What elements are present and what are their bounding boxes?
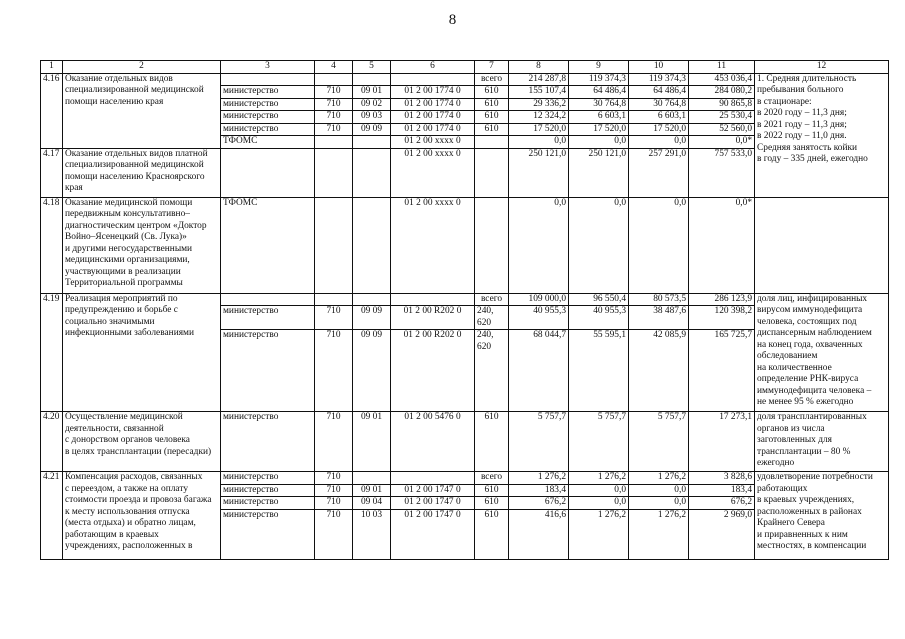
cell-value-year1: 250 121,0 [509,148,569,197]
cell-target-code: 01 2 00 1774 0 [391,98,475,111]
page-number: 8 [448,12,457,28]
cell-expense-type: 240, 620 [475,330,509,412]
cell-grbs: 710 [315,123,353,136]
header-cell: 9 [569,61,629,74]
cell-target-code: 01 2 00 xxxx 0 [391,197,475,293]
cell-grbs: 710 [315,86,353,99]
cell-section: 09 01 [353,484,391,497]
row-number: 4.17 [41,148,63,197]
row-number: 4.19 [41,293,63,412]
cell-value-year3: 0,0 [629,484,689,497]
cell-grbs: 710 [315,497,353,510]
header-cell: 12 [755,61,889,74]
table-row [41,197,889,293]
cell-section: 09 02 [353,98,391,111]
cell-value-year1: 0,0 [509,197,569,293]
cell-value-year1: 1 276,2 [509,472,569,485]
cell-value-year3: 0,0 [629,497,689,510]
cell-value-total: 25 530,4 [689,111,755,124]
cell-value-year1: 40 955,3 [509,306,569,330]
cell-value-year1: 5 757,7 [509,412,569,472]
header-cell: 5 [353,61,391,74]
cell-recipient: министерство [221,472,315,485]
cell-value-year2: 1 276,2 [569,472,629,485]
cell-expense-type: 610 [475,111,509,124]
cell-value-year3: 38 487,6 [629,306,689,330]
cell-value-year1: 68 044,7 [509,330,569,412]
cell-recipient: министерство [221,484,315,497]
cell-recipient: министерство [221,497,315,510]
cell-grbs: 710 [315,306,353,330]
cell-value-year2: 40 955,3 [569,306,629,330]
cell-value-year3: 1 276,2 [629,509,689,559]
cell-value-year2: 0,0 [569,136,629,149]
cell-value-total: 0,0* [689,197,755,293]
cell-recipient: министерство [221,306,315,330]
cell-value-year3: 1 276,2 [629,472,689,485]
cell-section: 09 01 [353,86,391,99]
cell-value-year3: 6 603,1 [629,111,689,124]
row-number: 4.20 [41,412,63,472]
row-name: Оказание отдельных видов платной специализированной медицинской помощи населению Красноярского края [63,148,221,197]
row-name: Компенсация расходов, связанных с переездом, а также на оплату стоимости проезда и провоза багажа к месту использования отпуска (места отдыха) и обратно лицам, работающим в краевых учреждениях, расположенных в [63,472,221,560]
cell-recipient [221,148,315,197]
cell-value-total: 757 533,0 [689,148,755,197]
header-cell: 10 [629,61,689,74]
cell-value-year3: 257 291,0 [629,148,689,197]
cell-target-code: 01 2 00 1747 0 [391,509,475,559]
cell-value-year3: 42 085,9 [629,330,689,412]
cell-section: 09 09 [353,306,391,330]
cell-target-code [391,293,475,306]
cell-expense-type [475,197,509,293]
cell-value-year1: 214 287,8 [509,73,569,86]
cell-section: 09 04 [353,497,391,510]
cell-value-total: 90 865,8 [689,98,755,111]
cell-expense-type: 610 [475,412,509,472]
cell-value-total: 284 080,2 [689,86,755,99]
cell-value-year1: 109 000,0 [509,293,569,306]
cell-recipient: министерство [221,111,315,124]
row-result-note: удовлетворение потребности работающих в краевых учреждениях, расположенных в районах Крайнего Севера и приравненных к ним местностях, в компенсации [755,472,889,560]
cell-grbs: 710 [315,111,353,124]
cell-target-code: 01 2 00 1774 0 [391,123,475,136]
cell-value-year2: 0,0 [569,497,629,510]
cell-recipient: ТФОМС [221,136,315,149]
row-name: Реализация мероприятий по предупреждению и борьбе с социально значимыми инфекционными заболеваниями [63,293,221,412]
cell-target-code: 01 2 00 xxxx 0 [391,148,475,197]
cell-value-total: 183,4 [689,484,755,497]
cell-value-year2: 250 121,0 [569,148,629,197]
cell-grbs [315,148,353,197]
cell-recipient [221,293,315,306]
header-cell: 8 [509,61,569,74]
row-name: Оказание медицинской помощи передвижным консультативно– диагностическим центром «Доктор Войно–Ясенецкий (Св. Лука)» и другими негосударственными медицинскими организациями, участвующими в реализации Территориальной программы [63,197,221,293]
cell-target-code: 01 2 00 5476 0 [391,412,475,472]
row-result-note: доля трансплантированных органов из числа заготовленных для трансплантации – 80 % ежегодно [755,412,889,472]
cell-value-year2: 55 595,1 [569,330,629,412]
cell-value-year1: 17 520,0 [509,123,569,136]
cell-section [353,73,391,86]
cell-recipient: министерство [221,412,315,472]
cell-value-year2: 17 520,0 [569,123,629,136]
cell-value-year3: 80 573,5 [629,293,689,306]
cell-section: 09 09 [353,330,391,412]
cell-target-code: 01 2 00 1747 0 [391,484,475,497]
row-number: 4.16 [41,73,63,148]
cell-recipient: министерство [221,509,315,559]
cell-target-code: 01 2 00 R202 0 [391,306,475,330]
cell-target-code: 01 2 00 1747 0 [391,497,475,510]
cell-expense-type: всего [475,73,509,86]
cell-target-code [391,472,475,485]
cell-value-year2: 64 486,4 [569,86,629,99]
cell-expense-type: 610 [475,497,509,510]
cell-recipient: министерство [221,86,315,99]
row-result-note: 1. Средняя длительность пребывания больного в стационаре: в 2020 году – 11,3 дня; в 2021 году – 11,3 дня; в 2022 году – 11,0 дня. Средняя занятость койки в году – 335 дней, ежегодно [755,73,889,197]
cell-expense-type: 610 [475,509,509,559]
cell-section: 09 01 [353,412,391,472]
cell-value-year2: 0,0 [569,197,629,293]
cell-value-year2: 1 276,2 [569,509,629,559]
cell-section: 09 09 [353,123,391,136]
cell-value-year1: 0,0 [509,136,569,149]
cell-grbs [315,197,353,293]
cell-value-total: 120 398,2 [689,306,755,330]
cell-value-year2: 5 757,7 [569,412,629,472]
cell-target-code [391,73,475,86]
row-name: Оказание отдельных видов специализированной медицинской помощи населению края [63,73,221,148]
cell-value-year2: 6 603,1 [569,111,629,124]
cell-target-code: 01 2 00 R202 0 [391,330,475,412]
cell-expense-type: 610 [475,98,509,111]
cell-grbs: 710 [315,412,353,472]
cell-value-year3: 64 486,4 [629,86,689,99]
row-number: 4.18 [41,197,63,293]
cell-value-year1: 155 107,4 [509,86,569,99]
cell-grbs: 710 [315,98,353,111]
cell-value-year3: 30 764,8 [629,98,689,111]
cell-expense-type: всего [475,293,509,306]
cell-value-year2: 96 550,4 [569,293,629,306]
row-result-note [755,197,889,293]
table-row [41,73,889,86]
row-result-note: доля лиц, инфицированных вирусом иммунодефицита человека, состоящих под диспансерным наблюдением на конец года, охваченных обследованием на количественное определение РНК-вируса иммунодефицита человека – не менее 95 % ежегодно [755,293,889,412]
cell-grbs: 710 [315,484,353,497]
cell-target-code: 01 2 00 1774 0 [391,111,475,124]
cell-value-year3: 0,0 [629,197,689,293]
cell-value-year1: 29 336,2 [509,98,569,111]
row-number: 4.21 [41,472,63,560]
cell-expense-type: 610 [475,123,509,136]
header-cell: 4 [315,61,353,74]
cell-value-year2: 0,0 [569,484,629,497]
cell-value-year2: 119 374,3 [569,73,629,86]
cell-expense-type: 610 [475,86,509,99]
cell-value-year1: 416,6 [509,509,569,559]
cell-value-year1: 676,2 [509,497,569,510]
cell-section: 09 03 [353,111,391,124]
table-row [41,293,889,306]
header-cell: 11 [689,61,755,74]
cell-value-total: 453 036,4 [689,73,755,86]
cell-section [353,472,391,485]
header-cell: 3 [221,61,315,74]
budget-table [40,60,889,560]
cell-target-code: 01 2 00 1774 0 [391,86,475,99]
cell-value-total: 165 725,7 [689,330,755,412]
cell-value-year3: 17 520,0 [629,123,689,136]
cell-expense-type [475,148,509,197]
cell-value-year3: 119 374,3 [629,73,689,86]
row-name: Осуществление медицинской деятельности, связанной с донорством органов человека в целях трансплантации (пересадки) [63,412,221,472]
cell-recipient: ТФОМС [221,197,315,293]
cell-grbs [315,73,353,86]
cell-grbs [315,293,353,306]
cell-grbs: 710 [315,330,353,412]
cell-value-total: 0,0* [689,136,755,149]
cell-target-code: 01 2 00 xxxx 0 [391,136,475,149]
header-cell: 7 [475,61,509,74]
cell-value-year1: 12 324,2 [509,111,569,124]
cell-expense-type: всего [475,472,509,485]
cell-recipient [221,73,315,86]
cell-value-total: 3 828,6 [689,472,755,485]
cell-expense-type: 610 [475,484,509,497]
cell-value-year3: 5 757,7 [629,412,689,472]
table-row [41,412,889,472]
cell-section: 10 03 [353,509,391,559]
header-cell: 1 [41,61,63,74]
cell-section [353,148,391,197]
header-row [41,61,889,74]
cell-recipient: министерство [221,123,315,136]
cell-value-total: 676,2 [689,497,755,510]
cell-value-total: 17 273,1 [689,412,755,472]
table-row [41,472,889,485]
cell-grbs [315,136,353,149]
cell-value-total: 286 123,9 [689,293,755,306]
cell-value-total: 2 969,0 [689,509,755,559]
cell-expense-type [475,136,509,149]
cell-recipient: министерство [221,98,315,111]
cell-expense-type: 240, 620 [475,306,509,330]
cell-value-year1: 183,4 [509,484,569,497]
header-cell: 2 [63,61,221,74]
cell-value-total: 52 560,0 [689,123,755,136]
cell-section [353,197,391,293]
cell-value-year3: 0,0 [629,136,689,149]
cell-grbs: 710 [315,509,353,559]
cell-section [353,293,391,306]
cell-section [353,136,391,149]
cell-value-year2: 30 764,8 [569,98,629,111]
header-cell: 6 [391,61,475,74]
cell-grbs: 710 [315,472,353,485]
cell-recipient: министерство [221,330,315,412]
